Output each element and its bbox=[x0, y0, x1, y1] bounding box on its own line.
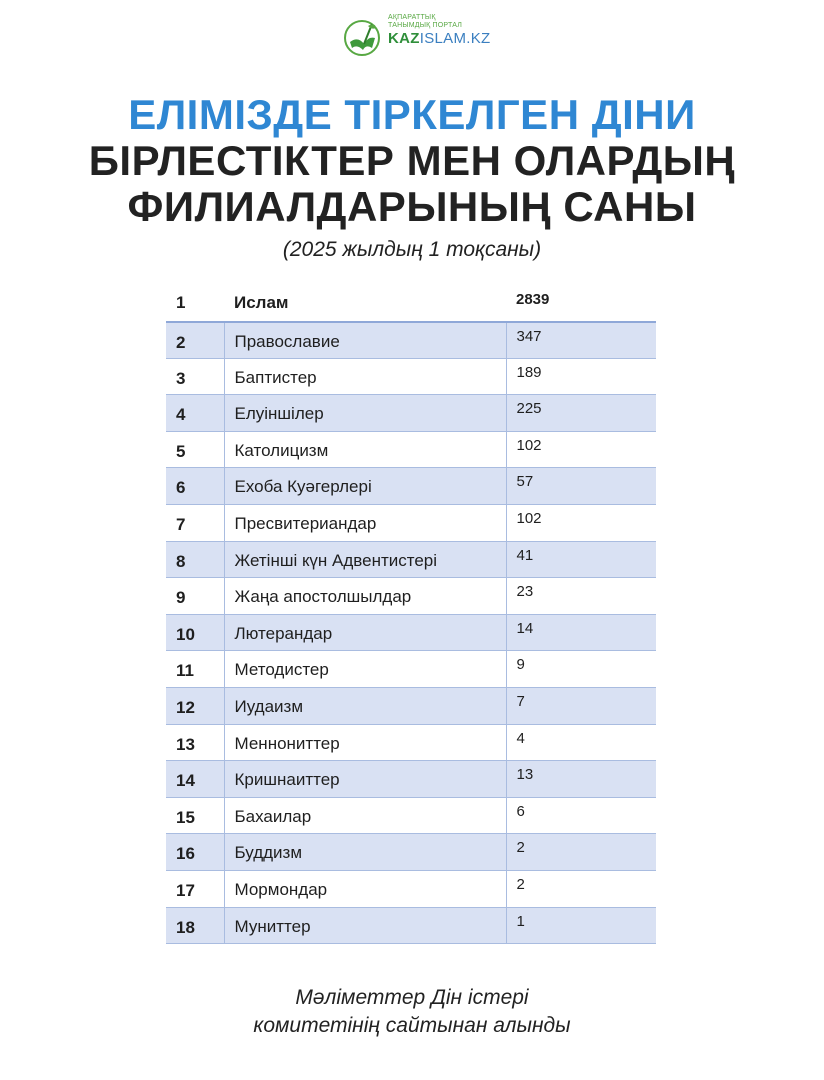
religion-name: Православие bbox=[224, 322, 506, 359]
table-row bbox=[166, 285, 656, 322]
religion-name: Бахаилар bbox=[224, 797, 506, 834]
branch-count: 189 bbox=[506, 358, 656, 395]
religion-name: Муниттер bbox=[224, 907, 506, 944]
table-row bbox=[166, 724, 656, 761]
source-note-line-1: Мәліметтер Дін істері bbox=[295, 986, 529, 1009]
religion-name: Баптистер bbox=[224, 358, 506, 395]
branch-count: 41 bbox=[506, 541, 656, 578]
religion-name: Буддизм bbox=[224, 834, 506, 871]
religion-name: Жетінші күн Адвентистері bbox=[224, 541, 506, 578]
religion-name: Елуіншілер bbox=[224, 395, 506, 432]
table-row bbox=[166, 907, 656, 944]
branch-count: 1 bbox=[506, 907, 656, 944]
religion-name: Ислам bbox=[224, 285, 506, 322]
row-number: 4 bbox=[166, 395, 224, 432]
branch-count: 347 bbox=[506, 322, 656, 359]
branch-count: 225 bbox=[506, 395, 656, 432]
religion-name: Иудаизм bbox=[224, 688, 506, 725]
page-title bbox=[0, 92, 824, 230]
branch-count: 2 bbox=[506, 834, 656, 871]
table-row bbox=[166, 541, 656, 578]
branch-count: 7 bbox=[506, 688, 656, 725]
branch-count: 14 bbox=[506, 614, 656, 651]
row-number: 13 bbox=[166, 724, 224, 761]
row-number: 12 bbox=[166, 688, 224, 725]
book-quill-logo-icon bbox=[342, 18, 382, 58]
source-note bbox=[0, 984, 824, 1040]
branch-count: 102 bbox=[506, 431, 656, 468]
branch-count: 2 bbox=[506, 871, 656, 908]
table-row bbox=[166, 505, 656, 542]
table-row bbox=[166, 395, 656, 432]
table-row bbox=[166, 358, 656, 395]
row-number: 15 bbox=[166, 797, 224, 834]
branch-count: 13 bbox=[506, 761, 656, 798]
row-number: 17 bbox=[166, 871, 224, 908]
row-number: 1 bbox=[166, 285, 224, 322]
site-logo[interactable] bbox=[342, 8, 492, 56]
row-number: 14 bbox=[166, 761, 224, 798]
branch-count: 9 bbox=[506, 651, 656, 688]
religion-name: Пресвитериандар bbox=[224, 505, 506, 542]
religion-name: Кришнаиттер bbox=[224, 761, 506, 798]
table-row bbox=[166, 797, 656, 834]
row-number: 7 bbox=[166, 505, 224, 542]
religion-name: Ехоба Куәгерлері bbox=[224, 468, 506, 505]
branch-count: 57 bbox=[506, 468, 656, 505]
religion-name: Католицизм bbox=[224, 431, 506, 468]
table-row bbox=[166, 578, 656, 615]
row-number: 9 bbox=[166, 578, 224, 615]
branch-count: 23 bbox=[506, 578, 656, 615]
table-row bbox=[166, 431, 656, 468]
table-row bbox=[166, 468, 656, 505]
religion-name: Меннониттер bbox=[224, 724, 506, 761]
row-number: 10 bbox=[166, 614, 224, 651]
branch-count: 102 bbox=[506, 505, 656, 542]
title-line-2: БІРЛЕСТІКТЕР МЕН ОЛАРДЫҢ bbox=[88, 137, 736, 184]
row-number: 3 bbox=[166, 358, 224, 395]
row-number: 6 bbox=[166, 468, 224, 505]
title-line-3: ФИЛИАЛДАРЫНЫҢ САНЫ bbox=[127, 183, 697, 230]
row-number: 18 bbox=[166, 907, 224, 944]
branch-count: 4 bbox=[506, 724, 656, 761]
row-number: 2 bbox=[166, 322, 224, 359]
table-row bbox=[166, 834, 656, 871]
source-note-line-2: комитетінің сайтынан алынды bbox=[253, 1014, 571, 1037]
branch-count: 2839 bbox=[506, 285, 656, 322]
logo-wordmark: KAZISLAM.KZ bbox=[388, 30, 491, 47]
logo-tagline: АҚПАРАТТЫҚ ТАНЫМДЫҚ ПОРТАЛ bbox=[388, 14, 463, 29]
religion-name: Мормондар bbox=[224, 871, 506, 908]
title-line-1: ЕЛІМІЗДЕ ТІРКЕЛГЕН ДІНИ bbox=[128, 91, 696, 138]
table-row bbox=[166, 322, 656, 359]
religious-associations-table bbox=[166, 285, 656, 944]
religion-name: Лютерандар bbox=[224, 614, 506, 651]
table-row bbox=[166, 871, 656, 908]
row-number: 11 bbox=[166, 651, 224, 688]
table-row bbox=[166, 651, 656, 688]
row-number: 5 bbox=[166, 431, 224, 468]
religion-name: Методистер bbox=[224, 651, 506, 688]
period-subtitle: (2025 жылдың 1 тоқсаны) bbox=[282, 238, 542, 261]
row-number: 8 bbox=[166, 541, 224, 578]
row-number: 16 bbox=[166, 834, 224, 871]
table-row bbox=[166, 761, 656, 798]
table-row bbox=[166, 688, 656, 725]
religion-name: Жаңа апостолшылдар bbox=[224, 578, 506, 615]
table-row bbox=[166, 614, 656, 651]
branch-count: 6 bbox=[506, 797, 656, 834]
